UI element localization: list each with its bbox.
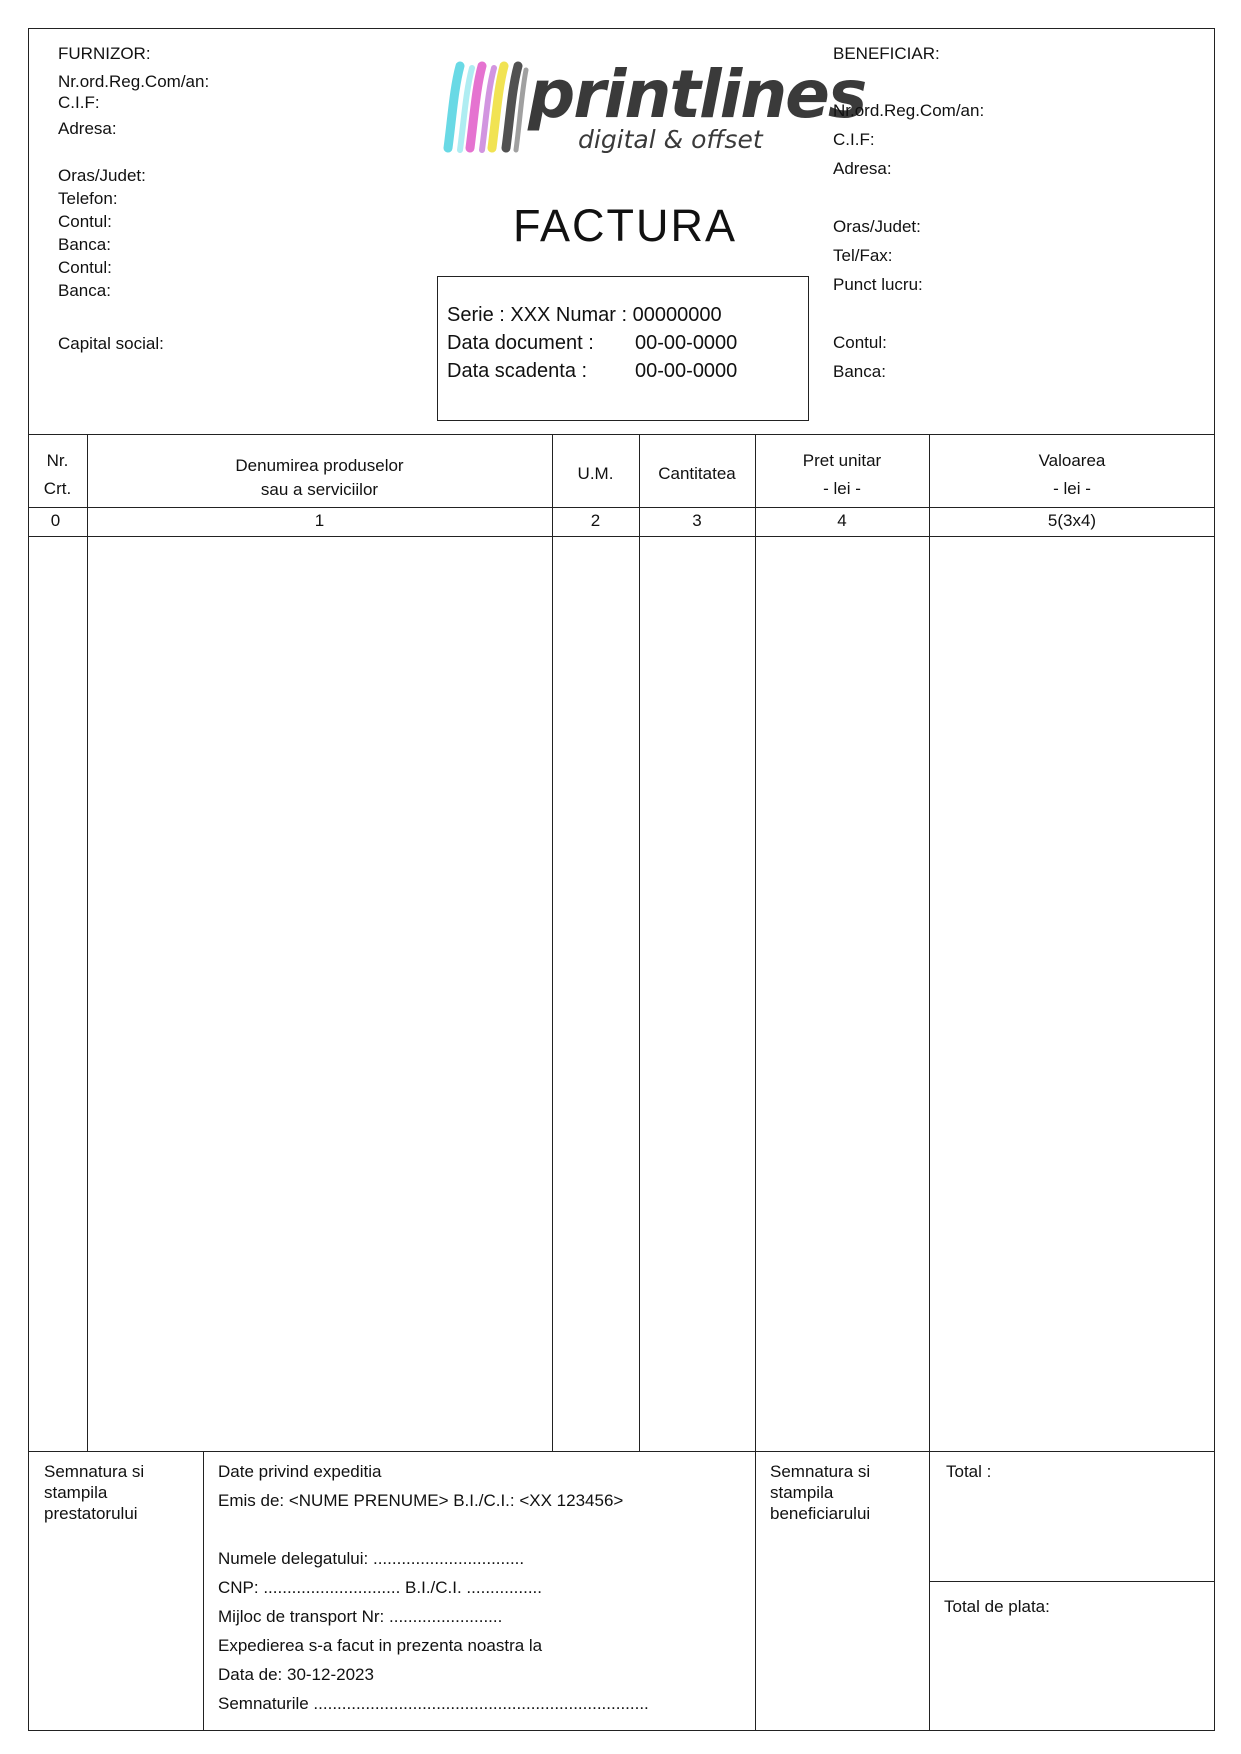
col-nr-line1: Nr. (46, 451, 69, 470)
document-date-label: Data document : (447, 332, 594, 354)
shipping-issued-by: Emis de: <NUME PRENUME> B.I./C.I.: <XX 123456> (218, 1491, 624, 1510)
due-date-value: 00-00-0000 (635, 360, 738, 382)
footer-divider-2 (755, 1451, 756, 1731)
shipping-title: Date privind expeditia (218, 1462, 382, 1481)
shipping-delegate: Numele delegatului: ................................ (218, 1549, 525, 1568)
col-index-2: 2 (590, 511, 601, 530)
beneficiary-cif: C.I.F: (833, 130, 875, 149)
col-unit-price-line2: - lei - (823, 479, 861, 498)
beneficiary-phone-fax: Tel/Fax: (833, 246, 893, 265)
shipping-cnp: CNP: ............................. B.I./C.I. ................ (218, 1578, 543, 1597)
beneficiary-work-point: Punct lucru: (833, 275, 923, 294)
series-number-line: Serie : XXX Numar : 00000000 (447, 304, 722, 326)
beneficiary-city: Oras/Judet: (833, 217, 921, 236)
color-stripes-icon (440, 58, 530, 158)
beneficiary-bank: Banca: (833, 362, 886, 381)
supplier-capital: Capital social: (58, 334, 164, 353)
beneficiary-heading: BENEFICIAR: (833, 44, 940, 63)
col-divider-1 (87, 434, 88, 1451)
supplier-account-1: Contul: (58, 212, 112, 231)
due-date-label: Data scadenta : (447, 360, 588, 382)
beneficiary-reg-com: Nr.ord.Reg.Com/an: (833, 101, 985, 120)
provider-signature-line1: Semnatura si (44, 1462, 145, 1481)
col-divider-5 (929, 434, 930, 1731)
col-value-line1: Valoarea (1038, 451, 1106, 470)
col-product-line1: Denumirea produselor (235, 456, 404, 475)
beneficiary-signature-line2: stampila (770, 1483, 834, 1502)
beneficiary-address: Adresa: (833, 159, 892, 178)
col-index-5: 5(3x4) (1047, 511, 1097, 530)
col-index-4: 4 (837, 511, 847, 530)
col-index-1: 1 (314, 511, 325, 530)
col-index-3: 3 (692, 511, 702, 530)
invoice-title: FACTURA (512, 200, 737, 251)
beneficiary-signature-line1: Semnatura si (770, 1462, 871, 1481)
total-label: Total : (946, 1462, 992, 1481)
col-divider-2 (552, 434, 553, 1451)
shipping-signatures: Semnaturile ....................................................................... (218, 1694, 649, 1713)
col-um: U.M. (577, 464, 614, 483)
col-divider-3 (639, 434, 640, 1451)
total-to-pay-label: Total de plata: (944, 1597, 1050, 1616)
table-bottom-border (28, 1451, 1215, 1452)
col-unit-price-line1: Pret unitar (802, 451, 882, 470)
supplier-phone: Telefon: (58, 189, 118, 208)
col-index-0: 0 (50, 511, 61, 530)
footer-total-divider (929, 1581, 1215, 1582)
shipping-presence: Expedierea s-a facut in prezenta noastra la (218, 1636, 543, 1655)
supplier-bank-2: Banca: (58, 281, 111, 300)
document-date-row (447, 331, 738, 355)
col-divider-4 (755, 434, 756, 1451)
provider-signature-line3: prestatorului (44, 1504, 138, 1523)
supplier-account-2: Contul: (58, 258, 112, 277)
shipping-date: Data de: 30-12-2023 (218, 1665, 374, 1684)
shipping-transport: Mijloc de transport Nr: ........................ (218, 1607, 503, 1626)
provider-signature-line2: stampila (44, 1483, 108, 1502)
logo-tagline: digital & offset (578, 125, 763, 154)
beneficiary-account: Contul: (833, 333, 887, 352)
document-info-box (437, 276, 809, 421)
supplier-cif: C.I.F: (58, 93, 100, 112)
col-product-line2: sau a serviciilor (260, 480, 379, 499)
supplier-address: Adresa: (58, 119, 117, 138)
supplier-reg-com: Nr.ord.Reg.Com/an: (58, 72, 210, 91)
table-header-divider (28, 507, 1215, 508)
table-index-divider (28, 536, 1215, 537)
supplier-bank-1: Banca: (58, 235, 111, 254)
supplier-heading: FURNIZOR: (58, 44, 151, 63)
supplier-city: Oras/Judet: (58, 166, 146, 185)
beneficiary-signature-line3: beneficiarului (770, 1504, 871, 1523)
footer-divider-1 (203, 1451, 204, 1731)
document-date-value: 00-00-0000 (635, 332, 738, 354)
col-nr-line2: Crt. (43, 479, 72, 498)
col-value-line2: - lei - (1053, 479, 1091, 498)
col-quantity: Cantitatea (658, 464, 736, 483)
table-top-border (28, 434, 1215, 435)
logo-wordmark: printlines (528, 56, 866, 133)
due-date-row (447, 359, 738, 383)
